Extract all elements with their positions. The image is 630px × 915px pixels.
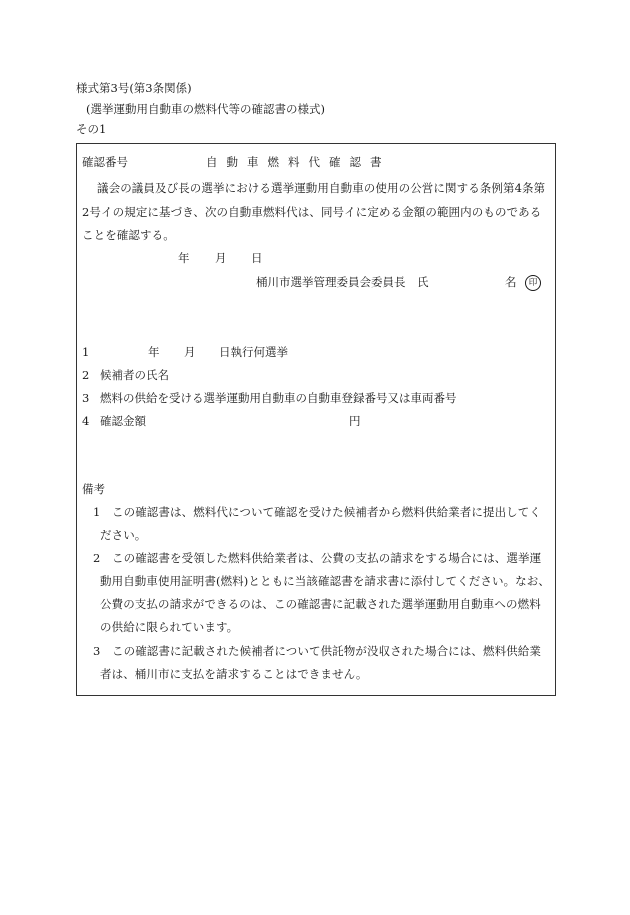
issuer-name-suffix: 名	[505, 275, 517, 289]
certificate-title-char: 料	[288, 155, 300, 169]
item-1-month: 月	[184, 345, 196, 359]
item-4-yen: 円	[349, 414, 361, 428]
notes-heading: 備考	[82, 482, 105, 496]
certificate-title-char: 認	[349, 155, 361, 169]
certificate-form	[76, 143, 556, 696]
date-year-label: 年	[178, 251, 190, 265]
certificate-title-char: 自	[206, 155, 218, 169]
note-3-number: 3	[93, 644, 101, 658]
note-2-line-1: この確認書を受領した燃料供給業者は、公費の支払の請求をする場合には、選挙運	[112, 551, 542, 565]
item-1-number: 1	[82, 345, 90, 359]
item-1-day-election: 日執行何選挙	[219, 345, 288, 359]
note-2-number: 2	[93, 551, 101, 565]
item-4-text: 確認金額	[100, 414, 146, 428]
certificate-title	[206, 157, 391, 169]
note-3-line-2: 者は、桶川市に支払を請求することはできません。	[100, 667, 368, 681]
note-2-line-4: の供給に限られています。	[100, 620, 239, 634]
form-part: その1	[76, 122, 107, 136]
form-number: 様式第3号(第3条関係)	[76, 81, 192, 95]
item-3-number: 3	[82, 391, 90, 405]
certificate-title-char: 代	[308, 155, 320, 169]
certificate-title-char: 確	[329, 155, 341, 169]
note-3-line-1: この確認書に記載された候補者について供託物が没収された場合には、燃料供給業	[112, 644, 541, 658]
item-4-number: 4	[82, 414, 90, 428]
item-3-text: 燃料の供給を受ける選挙運動用自動車の自動車登録番号又は車両番号	[100, 391, 457, 405]
certificate-number-label: 確認番号	[82, 155, 128, 169]
note-2-line-3: 公費の支払の請求ができるのは、この確認書に記載された選挙運動用自動車への燃料	[100, 597, 541, 611]
certificate-body-line-3: ことを確認する。	[82, 228, 175, 242]
seal-mark	[525, 275, 541, 291]
note-1-line-1: この確認書は、燃料代について確認を受けた候補者から燃料供給業者に提出してく	[112, 505, 541, 519]
form-subtitle: (選挙運動用自動車の燃料代等の確認書の様式)	[86, 102, 325, 116]
note-1-number: 1	[93, 505, 101, 519]
certificate-title-char: 燃	[267, 155, 279, 169]
certificate-title-char: 車	[247, 155, 259, 169]
item-2-text: 候補者の氏名	[100, 368, 169, 382]
date-day-label: 日	[251, 251, 263, 265]
item-1-year: 年	[148, 345, 160, 359]
note-2-line-2: 動用自動車使用証明書(燃料)とともに当該確認書を請求書に添付してください。なお、	[100, 574, 550, 588]
certificate-title-char: 書	[370, 155, 382, 169]
note-1-line-2: ださい。	[100, 528, 147, 542]
certificate-body-line-1: 議会の議員及び長の選挙における選挙運動用自動車の使用の公営に関する条例第4条第	[97, 181, 546, 195]
seal-text: 印	[525, 275, 541, 291]
issuer-title: 桶川市選挙管理委員会委員長 氏	[256, 275, 429, 289]
certificate-title-char: 動	[226, 155, 238, 169]
date-month-label: 月	[215, 251, 227, 265]
item-2-number: 2	[82, 368, 90, 382]
certificate-body-line-2: 2号イの規定に基づき、次の自動車燃料代は、同号イに定める金額の範囲内のものである	[82, 205, 542, 219]
